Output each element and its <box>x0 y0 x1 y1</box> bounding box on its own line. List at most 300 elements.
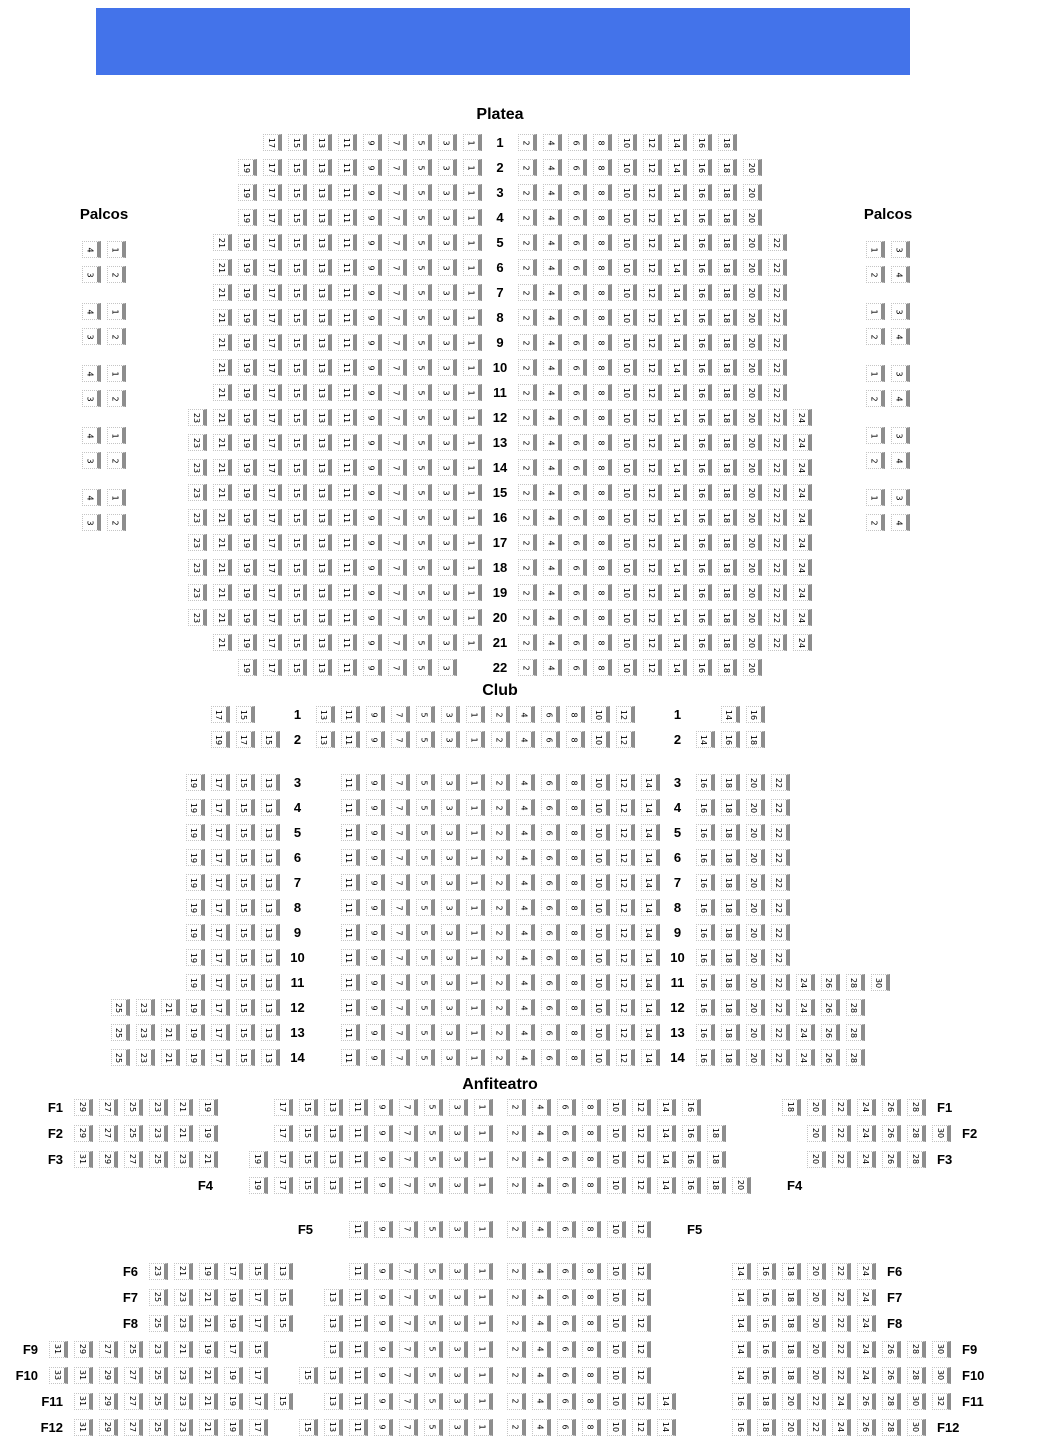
seat-club-r12-16[interactable] <box>696 999 715 1016</box>
seat-platea-r9-18[interactable] <box>718 334 737 351</box>
seat-platea-r1-7[interactable] <box>388 134 407 151</box>
seat-platea-r20-19[interactable] <box>238 609 257 626</box>
seat-club-r7-9[interactable] <box>366 874 385 891</box>
seat-platea-r8-13[interactable] <box>313 309 332 326</box>
seat-platea-r18-18[interactable] <box>718 559 737 576</box>
seat-club-r14-8[interactable] <box>566 1049 585 1066</box>
seat-anfiteatro-F1-23[interactable] <box>149 1099 168 1116</box>
seat-platea-r18-9[interactable] <box>363 559 382 576</box>
seat-platea-r7-9[interactable] <box>363 284 382 301</box>
seat-platea-r10-8[interactable] <box>593 359 612 376</box>
seat-club-r13-10[interactable] <box>591 1024 610 1041</box>
seat-anfiteatro-F9-26[interactable] <box>882 1341 901 1358</box>
seat-platea-r11-3[interactable] <box>438 384 457 401</box>
seat-anfiteatro-F5-5[interactable] <box>424 1221 443 1238</box>
seat-anfiteatro-F9-28[interactable] <box>907 1341 926 1358</box>
seat-anfiteatro-F3-20[interactable] <box>807 1151 826 1168</box>
seat-platea-r21-20[interactable] <box>743 634 762 651</box>
seat-platea-r15-13[interactable] <box>313 484 332 501</box>
seat-anfiteatro-F9-3[interactable] <box>449 1341 468 1358</box>
seat-club-r1-13[interactable] <box>316 706 335 723</box>
seat-platea-r7-11[interactable] <box>338 284 357 301</box>
seat-platea-r12-21[interactable] <box>213 409 232 426</box>
seat-platea-r9-2[interactable] <box>518 334 537 351</box>
seat-platea-r17-10[interactable] <box>618 534 637 551</box>
seat-club-r14-10[interactable] <box>591 1049 610 1066</box>
seat-club-r10-18[interactable] <box>721 949 740 966</box>
seat-platea-r8-1[interactable] <box>463 309 482 326</box>
seat-club-r6-1[interactable] <box>466 849 485 866</box>
seat-club-r12-1[interactable] <box>466 999 485 1016</box>
seat-platea-r20-2[interactable] <box>518 609 537 626</box>
seat-anfiteatro-F2-9[interactable] <box>374 1125 393 1142</box>
seat-anfiteatro-F3-21[interactable] <box>199 1151 218 1168</box>
seat-club-r14-9[interactable] <box>366 1049 385 1066</box>
seat-platea-r5-15[interactable] <box>288 234 307 251</box>
seat-anfiteatro-F2-3[interactable] <box>449 1125 468 1142</box>
seat-anfiteatro-F7-22[interactable] <box>832 1289 851 1306</box>
seat-club-r1-6[interactable] <box>541 706 560 723</box>
seat-platea-r13-23[interactable] <box>188 434 207 451</box>
seat-platea-r20-9[interactable] <box>363 609 382 626</box>
seat-club-r7-4[interactable] <box>516 874 535 891</box>
seat-platea-r7-17[interactable] <box>263 284 282 301</box>
seat-club-r10-9[interactable] <box>366 949 385 966</box>
seat-anfiteatro-F5-1[interactable] <box>474 1221 493 1238</box>
seat-club-r2-14[interactable] <box>696 731 715 748</box>
seat-platea-r6-11[interactable] <box>338 259 357 276</box>
seat-platea-r14-23[interactable] <box>188 459 207 476</box>
seat-anfiteatro-F8-20[interactable] <box>807 1315 826 1332</box>
seat-platea-r22-6[interactable] <box>568 659 587 676</box>
seat-platea-r7-5[interactable] <box>413 284 432 301</box>
seat-club-r11-14[interactable] <box>641 974 660 991</box>
seat-platea-r2-16[interactable] <box>693 159 712 176</box>
seat-anfiteatro-F9-15[interactable] <box>249 1341 268 1358</box>
seat-platea-r10-2[interactable] <box>518 359 537 376</box>
seat-club-r11-18[interactable] <box>721 974 740 991</box>
seat-anfiteatro-F9-29[interactable] <box>74 1341 93 1358</box>
seat-platea-r13-4[interactable] <box>543 434 562 451</box>
seat-platea-r6-1[interactable] <box>463 259 482 276</box>
seat-club-r9-2[interactable] <box>491 924 510 941</box>
seat-platea-r9-3[interactable] <box>438 334 457 351</box>
seat-platea-r13-18[interactable] <box>718 434 737 451</box>
seat-platea-r1-10[interactable] <box>618 134 637 151</box>
seat-anfiteatro-F11-19[interactable] <box>224 1393 243 1410</box>
seat-anfiteatro-F9-11[interactable] <box>349 1341 368 1358</box>
seat-club-r7-3[interactable] <box>441 874 460 891</box>
seat-platea-r15-9[interactable] <box>363 484 382 501</box>
seat-club-r13-17[interactable] <box>211 1024 230 1041</box>
seat-anfiteatro-F11-23[interactable] <box>174 1393 193 1410</box>
seat-platea-r13-11[interactable] <box>338 434 357 451</box>
seat-club-r1-9[interactable] <box>366 706 385 723</box>
seat-platea-r14-2[interactable] <box>518 459 537 476</box>
seat-platea-r8-17[interactable] <box>263 309 282 326</box>
seat-club-r12-2[interactable] <box>491 999 510 1016</box>
seat-club-r12-19[interactable] <box>186 999 205 1016</box>
seat-anfiteatro-F12-4[interactable] <box>532 1419 551 1436</box>
seat-platea-r11-10[interactable] <box>618 384 637 401</box>
seat-club-r6-2[interactable] <box>491 849 510 866</box>
seat-platea-r2-15[interactable] <box>288 159 307 176</box>
seat-anfiteatro-F2-12[interactable] <box>632 1125 651 1142</box>
seat-club-r4-19[interactable] <box>186 799 205 816</box>
seat-platea-r14-5[interactable] <box>413 459 432 476</box>
seat-club-r13-20[interactable] <box>746 1024 765 1041</box>
seat-anfiteatro-F12-18[interactable] <box>757 1419 776 1436</box>
seat-platea-r16-18[interactable] <box>718 509 737 526</box>
seat-platea-r11-14[interactable] <box>668 384 687 401</box>
seat-platea-r6-21[interactable] <box>213 259 232 276</box>
seat-platea-r18-17[interactable] <box>263 559 282 576</box>
seat-platea-r8-10[interactable] <box>618 309 637 326</box>
seat-platea-r13-3[interactable] <box>438 434 457 451</box>
seat-platea-r19-3[interactable] <box>438 584 457 601</box>
seat-anfiteatro-F12-11[interactable] <box>349 1419 368 1436</box>
seat-club-r6-15[interactable] <box>236 849 255 866</box>
seat-club-r9-11[interactable] <box>341 924 360 941</box>
seat-platea-r1-1[interactable] <box>463 134 482 151</box>
seat-club-r2-12[interactable] <box>616 731 635 748</box>
seat-anfiteatro-F8-13[interactable] <box>324 1315 343 1332</box>
seat-anfiteatro-F6-3[interactable] <box>449 1263 468 1280</box>
seat-anfiteatro-F1-22[interactable] <box>832 1099 851 1116</box>
seat-platea-r16-1[interactable] <box>463 509 482 526</box>
seat-platea-r20-3[interactable] <box>438 609 457 626</box>
seat-anfiteatro-F12-27[interactable] <box>124 1419 143 1436</box>
seat-platea-r2-1[interactable] <box>463 159 482 176</box>
seat-platea-r15-18[interactable] <box>718 484 737 501</box>
seat-anfiteatro-F9-10[interactable] <box>607 1341 626 1358</box>
seat-platea-r11-7[interactable] <box>388 384 407 401</box>
seat-platea-r10-10[interactable] <box>618 359 637 376</box>
seat-anfiteatro-F11-18[interactable] <box>757 1393 776 1410</box>
seat-club-r14-12[interactable] <box>616 1049 635 1066</box>
seat-club-r10-10[interactable] <box>591 949 610 966</box>
seat-anfiteatro-F2-25[interactable] <box>124 1125 143 1142</box>
seat-platea-r17-8[interactable] <box>593 534 612 551</box>
seat-platea-r3-17[interactable] <box>263 184 282 201</box>
seat-club-r3-13[interactable] <box>261 774 280 791</box>
seat-anfiteatro-F4-14[interactable] <box>657 1177 676 1194</box>
seat-club-r12-5[interactable] <box>416 999 435 1016</box>
seat-platea-r20-4[interactable] <box>543 609 562 626</box>
seat-platea-r17-24[interactable] <box>793 534 812 551</box>
seat-platea-r19-21[interactable] <box>213 584 232 601</box>
seat-anfiteatro-F12-25[interactable] <box>149 1419 168 1436</box>
seat-anfiteatro-F1-6[interactable] <box>557 1099 576 1116</box>
seat-club-r8-5[interactable] <box>416 899 435 916</box>
seat-platea-r21-10[interactable] <box>618 634 637 651</box>
seat-platea-r14-11[interactable] <box>338 459 357 476</box>
seat-platea-r12-7[interactable] <box>388 409 407 426</box>
seat-platea-r8-6[interactable] <box>568 309 587 326</box>
seat-platea-r5-7[interactable] <box>388 234 407 251</box>
seat-club-r4-13[interactable] <box>261 799 280 816</box>
seat-club-r12-13[interactable] <box>261 999 280 1016</box>
seat-anfiteatro-F8-16[interactable] <box>757 1315 776 1332</box>
seat-club-r9-3[interactable] <box>441 924 460 941</box>
seat-club-r13-5[interactable] <box>416 1024 435 1041</box>
seat-platea-r6-18[interactable] <box>718 259 737 276</box>
seat-club-r13-14[interactable] <box>641 1024 660 1041</box>
seat-platea-r19-24[interactable] <box>793 584 812 601</box>
seat-platea-r17-16[interactable] <box>693 534 712 551</box>
seat-platea-r5-13[interactable] <box>313 234 332 251</box>
seat-club-r8-7[interactable] <box>391 899 410 916</box>
seat-anfiteatro-F5-4[interactable] <box>532 1221 551 1238</box>
seat-platea-r1-3[interactable] <box>438 134 457 151</box>
seat-club-r11-28[interactable] <box>846 974 865 991</box>
seat-anfiteatro-F1-16[interactable] <box>682 1099 701 1116</box>
seat-anfiteatro-F3-27[interactable] <box>124 1151 143 1168</box>
seat-anfiteatro-F7-12[interactable] <box>632 1289 651 1306</box>
seat-anfiteatro-F11-8[interactable] <box>582 1393 601 1410</box>
seat-club-r7-19[interactable] <box>186 874 205 891</box>
seat-platea-r10-14[interactable] <box>668 359 687 376</box>
seat-club-r6-13[interactable] <box>261 849 280 866</box>
seat-anfiteatro-F2-14[interactable] <box>657 1125 676 1142</box>
seat-platea-r15-16[interactable] <box>693 484 712 501</box>
seat-platea-r15-10[interactable] <box>618 484 637 501</box>
seat-platea-r13-24[interactable] <box>793 434 812 451</box>
seat-anfiteatro-F3-23[interactable] <box>174 1151 193 1168</box>
seat-club-r11-6[interactable] <box>541 974 560 991</box>
seat-club-r5-4[interactable] <box>516 824 535 841</box>
seat-platea-r7-14[interactable] <box>668 284 687 301</box>
seat-platea-r8-14[interactable] <box>668 309 687 326</box>
seat-club-r3-16[interactable] <box>696 774 715 791</box>
seat-club-r7-6[interactable] <box>541 874 560 891</box>
seat-anfiteatro-F9-19[interactable] <box>199 1341 218 1358</box>
seat-platea-r21-14[interactable] <box>668 634 687 651</box>
seat-club-r8-15[interactable] <box>236 899 255 916</box>
seat-club-r12-23[interactable] <box>136 999 155 1016</box>
seat-platea-r5-18[interactable] <box>718 234 737 251</box>
seat-anfiteatro-F8-21[interactable] <box>199 1315 218 1332</box>
seat-platea-r20-7[interactable] <box>388 609 407 626</box>
seat-club-r5-12[interactable] <box>616 824 635 841</box>
seat-platea-r22-20[interactable] <box>743 659 762 676</box>
seat-club-r12-25[interactable] <box>111 999 130 1016</box>
seat-anfiteatro-F4-11[interactable] <box>349 1177 368 1194</box>
seat-club-r13-24[interactable] <box>796 1024 815 1041</box>
seat-club-r2-8[interactable] <box>566 731 585 748</box>
seat-platea-r12-12[interactable] <box>643 409 662 426</box>
seat-platea-r13-14[interactable] <box>668 434 687 451</box>
seat-club-r13-22[interactable] <box>771 1024 790 1041</box>
seat-anfiteatro-F8-19[interactable] <box>224 1315 243 1332</box>
seat-platea-r21-7[interactable] <box>388 634 407 651</box>
seat-platea-r6-22[interactable] <box>768 259 787 276</box>
seat-platea-r4-13[interactable] <box>313 209 332 226</box>
seat-club-r14-2[interactable] <box>491 1049 510 1066</box>
seat-anfiteatro-F6-1[interactable] <box>474 1263 493 1280</box>
seat-club-r4-15[interactable] <box>236 799 255 816</box>
seat-platea-r18-19[interactable] <box>238 559 257 576</box>
seat-club-r5-18[interactable] <box>721 824 740 841</box>
seat-anfiteatro-F6-24[interactable] <box>857 1263 876 1280</box>
seat-platea-r12-1[interactable] <box>463 409 482 426</box>
seat-anfiteatro-F7-21[interactable] <box>199 1289 218 1306</box>
seat-anfiteatro-F7-18[interactable] <box>782 1289 801 1306</box>
seat-club-r12-4[interactable] <box>516 999 535 1016</box>
seat-platea-r18-3[interactable] <box>438 559 457 576</box>
seat-platea-r22-8[interactable] <box>593 659 612 676</box>
seat-platea-r12-8[interactable] <box>593 409 612 426</box>
seat-platea-r1-13[interactable] <box>313 134 332 151</box>
seat-anfiteatro-F8-10[interactable] <box>607 1315 626 1332</box>
seat-platea-r10-9[interactable] <box>363 359 382 376</box>
seat-platea-r6-7[interactable] <box>388 259 407 276</box>
seat-club-r12-10[interactable] <box>591 999 610 1016</box>
seat-platea-r15-6[interactable] <box>568 484 587 501</box>
seat-club-r6-8[interactable] <box>566 849 585 866</box>
seat-club-r10-6[interactable] <box>541 949 560 966</box>
seat-platea-r18-6[interactable] <box>568 559 587 576</box>
seat-platea-r12-16[interactable] <box>693 409 712 426</box>
seat-club-r2-11[interactable] <box>341 731 360 748</box>
seat-club-r5-1[interactable] <box>466 824 485 841</box>
seat-platea-r2-6[interactable] <box>568 159 587 176</box>
seat-platea-r15-15[interactable] <box>288 484 307 501</box>
seat-anfiteatro-F3-18[interactable] <box>707 1151 726 1168</box>
seat-anfiteatro-F2-18[interactable] <box>707 1125 726 1142</box>
seat-anfiteatro-F11-15[interactable] <box>274 1393 293 1410</box>
seat-platea-r12-23[interactable] <box>188 409 207 426</box>
seat-platea-r17-11[interactable] <box>338 534 357 551</box>
seat-anfiteatro-F10-13[interactable] <box>324 1367 343 1384</box>
seat-club-r3-19[interactable] <box>186 774 205 791</box>
seat-platea-r9-8[interactable] <box>593 334 612 351</box>
seat-platea-r3-18[interactable] <box>718 184 737 201</box>
seat-anfiteatro-F8-2[interactable] <box>507 1315 526 1332</box>
seat-club-r3-20[interactable] <box>746 774 765 791</box>
seat-anfiteatro-F8-12[interactable] <box>632 1315 651 1332</box>
seat-anfiteatro-F6-23[interactable] <box>149 1263 168 1280</box>
seat-anfiteatro-F7-5[interactable] <box>424 1289 443 1306</box>
seat-club-r10-16[interactable] <box>696 949 715 966</box>
seat-club-r9-7[interactable] <box>391 924 410 941</box>
seat-club-r10-15[interactable] <box>236 949 255 966</box>
seat-platea-r19-10[interactable] <box>618 584 637 601</box>
seat-anfiteatro-F7-10[interactable] <box>607 1289 626 1306</box>
seat-anfiteatro-F10-15[interactable] <box>299 1367 318 1384</box>
seat-anfiteatro-F1-29[interactable] <box>74 1099 93 1116</box>
seat-platea-r17-19[interactable] <box>238 534 257 551</box>
seat-club-r14-16[interactable] <box>696 1049 715 1066</box>
seat-platea-r9-9[interactable] <box>363 334 382 351</box>
seat-platea-r13-21[interactable] <box>213 434 232 451</box>
seat-platea-r18-11[interactable] <box>338 559 357 576</box>
seat-club-r8-3[interactable] <box>441 899 460 916</box>
seat-anfiteatro-F3-19[interactable] <box>249 1151 268 1168</box>
seat-club-r3-17[interactable] <box>211 774 230 791</box>
seat-platea-r12-9[interactable] <box>363 409 382 426</box>
seat-platea-r16-16[interactable] <box>693 509 712 526</box>
seat-anfiteatro-F6-18[interactable] <box>782 1263 801 1280</box>
seat-club-r11-30[interactable] <box>871 974 890 991</box>
seat-anfiteatro-F12-16[interactable] <box>732 1419 751 1436</box>
seat-club-r5-22[interactable] <box>771 824 790 841</box>
seat-anfiteatro-F11-12[interactable] <box>632 1393 651 1410</box>
seat-anfiteatro-F10-14[interactable] <box>732 1367 751 1384</box>
seat-platea-r10-3[interactable] <box>438 359 457 376</box>
seat-anfiteatro-F2-30[interactable] <box>932 1125 951 1142</box>
seat-anfiteatro-F8-8[interactable] <box>582 1315 601 1332</box>
seat-club-r9-5[interactable] <box>416 924 435 941</box>
seat-anfiteatro-F12-3[interactable] <box>449 1419 468 1436</box>
seat-club-r5-11[interactable] <box>341 824 360 841</box>
seat-club-r2-16[interactable] <box>721 731 740 748</box>
seat-club-r4-4[interactable] <box>516 799 535 816</box>
seat-platea-r15-4[interactable] <box>543 484 562 501</box>
seat-club-r8-8[interactable] <box>566 899 585 916</box>
seat-club-r2-13[interactable] <box>316 731 335 748</box>
seat-platea-r21-6[interactable] <box>568 634 587 651</box>
seat-platea-r16-3[interactable] <box>438 509 457 526</box>
seat-anfiteatro-F6-20[interactable] <box>807 1263 826 1280</box>
seat-anfiteatro-F7-2[interactable] <box>507 1289 526 1306</box>
seat-club-r12-22[interactable] <box>771 999 790 1016</box>
seat-anfiteatro-F7-17[interactable] <box>249 1289 268 1306</box>
seat-platea-r15-2[interactable] <box>518 484 537 501</box>
seat-anfiteatro-F10-22[interactable] <box>832 1367 851 1384</box>
seat-club-r5-5[interactable] <box>416 824 435 841</box>
seat-platea-r6-8[interactable] <box>593 259 612 276</box>
seat-anfiteatro-F6-21[interactable] <box>174 1263 193 1280</box>
seat-anfiteatro-F12-10[interactable] <box>607 1419 626 1436</box>
seat-club-r11-11[interactable] <box>341 974 360 991</box>
seat-club-r6-9[interactable] <box>366 849 385 866</box>
seat-club-r9-4[interactable] <box>516 924 535 941</box>
seat-platea-r15-21[interactable] <box>213 484 232 501</box>
seat-platea-r10-17[interactable] <box>263 359 282 376</box>
seat-anfiteatro-F9-24[interactable] <box>857 1341 876 1358</box>
seat-platea-r9-14[interactable] <box>668 334 687 351</box>
seat-platea-r3-2[interactable] <box>518 184 537 201</box>
seat-platea-r9-21[interactable] <box>213 334 232 351</box>
seat-platea-r12-18[interactable] <box>718 409 737 426</box>
seat-anfiteatro-F6-5[interactable] <box>424 1263 443 1280</box>
seat-anfiteatro-F10-5[interactable] <box>424 1367 443 1384</box>
seat-platea-r17-18[interactable] <box>718 534 737 551</box>
seat-platea-r12-4[interactable] <box>543 409 562 426</box>
seat-platea-r2-7[interactable] <box>388 159 407 176</box>
seat-platea-r12-20[interactable] <box>743 409 762 426</box>
seat-anfiteatro-F10-4[interactable] <box>532 1367 551 1384</box>
seat-club-r4-22[interactable] <box>771 799 790 816</box>
seat-platea-r21-12[interactable] <box>643 634 662 651</box>
seat-club-r3-8[interactable] <box>566 774 585 791</box>
seat-platea-r20-20[interactable] <box>743 609 762 626</box>
seat-club-r12-7[interactable] <box>391 999 410 1016</box>
seat-club-r11-24[interactable] <box>796 974 815 991</box>
seat-anfiteatro-F4-17[interactable] <box>274 1177 293 1194</box>
seat-anfiteatro-F8-7[interactable] <box>399 1315 418 1332</box>
seat-platea-r18-15[interactable] <box>288 559 307 576</box>
seat-anfiteatro-F4-19[interactable] <box>249 1177 268 1194</box>
seat-platea-r14-7[interactable] <box>388 459 407 476</box>
seat-anfiteatro-F6-13[interactable] <box>274 1263 293 1280</box>
seat-platea-r1-11[interactable] <box>338 134 357 151</box>
seat-platea-r14-17[interactable] <box>263 459 282 476</box>
seat-club-r8-4[interactable] <box>516 899 535 916</box>
seat-club-r8-12[interactable] <box>616 899 635 916</box>
seat-anfiteatro-F3-5[interactable] <box>424 1151 443 1168</box>
